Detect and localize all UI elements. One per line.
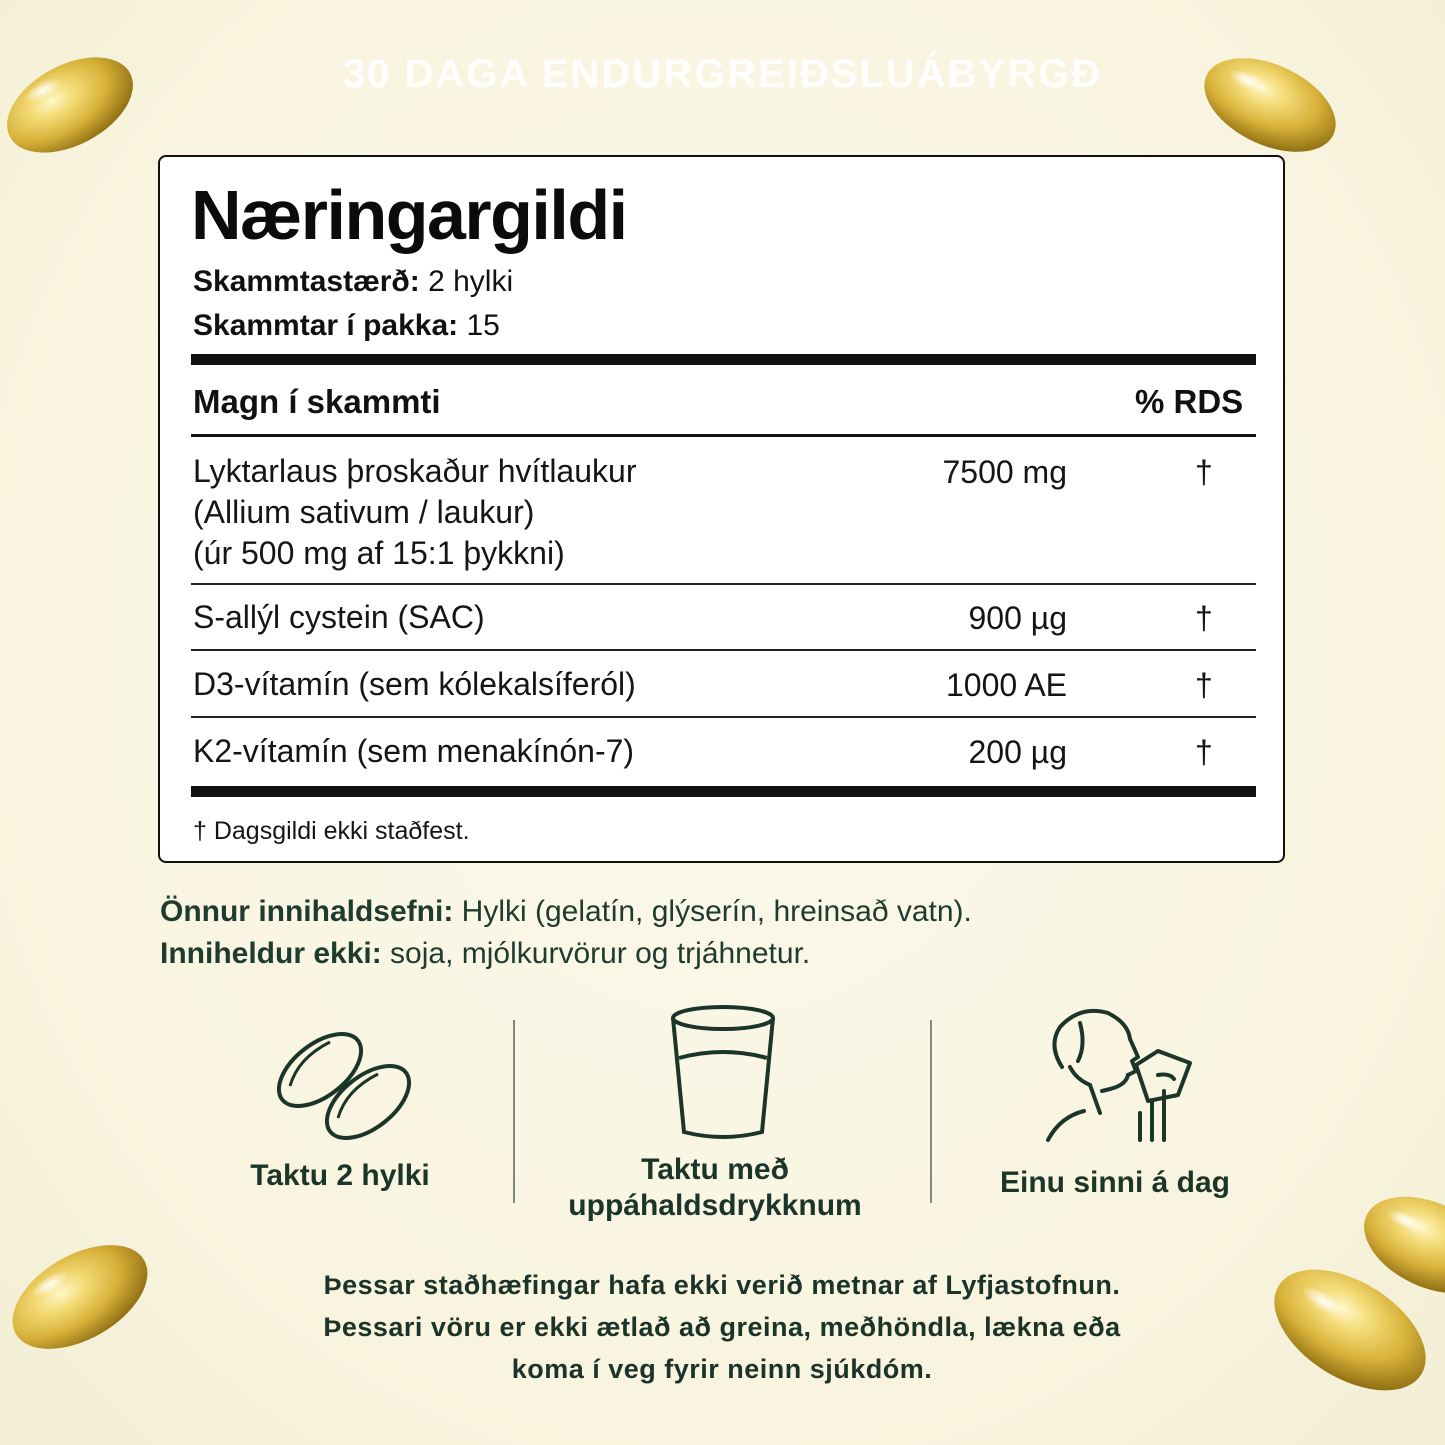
- contains-not: Inniheldur ekki: soja, mjólkurvörur og trjáhnetur.: [160, 937, 811, 970]
- row-name-k2: K2-vítamín (sem menakínón-7): [193, 733, 635, 769]
- guarantee-banner: 30 DAGA ENDURGREIÐSLUÁBYRGÐ: [342, 52, 1103, 96]
- servings-per-container: Skammtar í pakka: 15: [193, 309, 500, 342]
- thick-rule-bottom: [191, 786, 1256, 797]
- panel-title: Næringargildi: [191, 176, 627, 254]
- capsules-icon: [268, 1022, 418, 1142]
- glass-icon: [668, 1002, 778, 1142]
- row-amount-sac: 900 µg: [968, 600, 1067, 636]
- row-dv-garlic: †: [1195, 454, 1213, 490]
- row-name-sac: S-allýl cystein (SAC): [193, 599, 485, 635]
- amount-header: Magn í skammti: [193, 383, 441, 420]
- row-dv-sac: †: [1195, 600, 1213, 636]
- disclaimer: Þessar staðhæfingar hafa ekki verið metnar af Lyfjastofnun. Þessari vöru er ekki ætlað að greina, meðhöndla, lækna eða koma í veg fyrir neinn sjúkdóm.: [323, 1270, 1121, 1384]
- row-divider: [191, 716, 1256, 718]
- row-divider: [191, 583, 1256, 585]
- direction-label-capsules: Taktu 2 hylki: [250, 1159, 430, 1192]
- row-amount-d3: 1000 AE: [946, 667, 1067, 703]
- thick-rule: [191, 354, 1256, 365]
- divider: [513, 1020, 515, 1203]
- row-amount-k2: 200 µg: [968, 734, 1067, 770]
- row-divider: [191, 649, 1256, 651]
- row-dv-k2: †: [1195, 734, 1213, 770]
- row-name-garlic: Lyktarlaus þroskaður hvítlaukur (Allium sativum / laukur) (úr 500 mg af 15:1 þykkni): [193, 453, 637, 571]
- serving-size: Skammtastærð: 2 hylki: [193, 265, 514, 298]
- row-amount-garlic: 7500 mg: [942, 454, 1067, 490]
- row-dv-d3: †: [1195, 667, 1213, 703]
- person-drinking-icon: [1040, 1005, 1200, 1145]
- direction-label-frequency: Einu sinni á dag: [999, 1166, 1231, 1199]
- capsule-bottom-left: [0, 1232, 160, 1362]
- header-rule: [191, 434, 1256, 437]
- nutrition-facts-panel: [158, 155, 1285, 863]
- row-name-d3: D3-vítamín (sem kólekalsíferól): [193, 666, 636, 702]
- other-ingredients: Önnur innihaldsefni: Hylki (gelatín, glýserín, hreinsað vatn).: [160, 895, 972, 928]
- footnote: † Dagsgildi ekki staðfest.: [193, 817, 470, 845]
- direction-label-glass: Taktu með uppáhaldsdrykknum: [568, 1153, 862, 1222]
- divider: [930, 1020, 932, 1203]
- capsule-bottom-right-lower: [1250, 1255, 1445, 1405]
- rds-header: % RDS: [1135, 383, 1244, 420]
